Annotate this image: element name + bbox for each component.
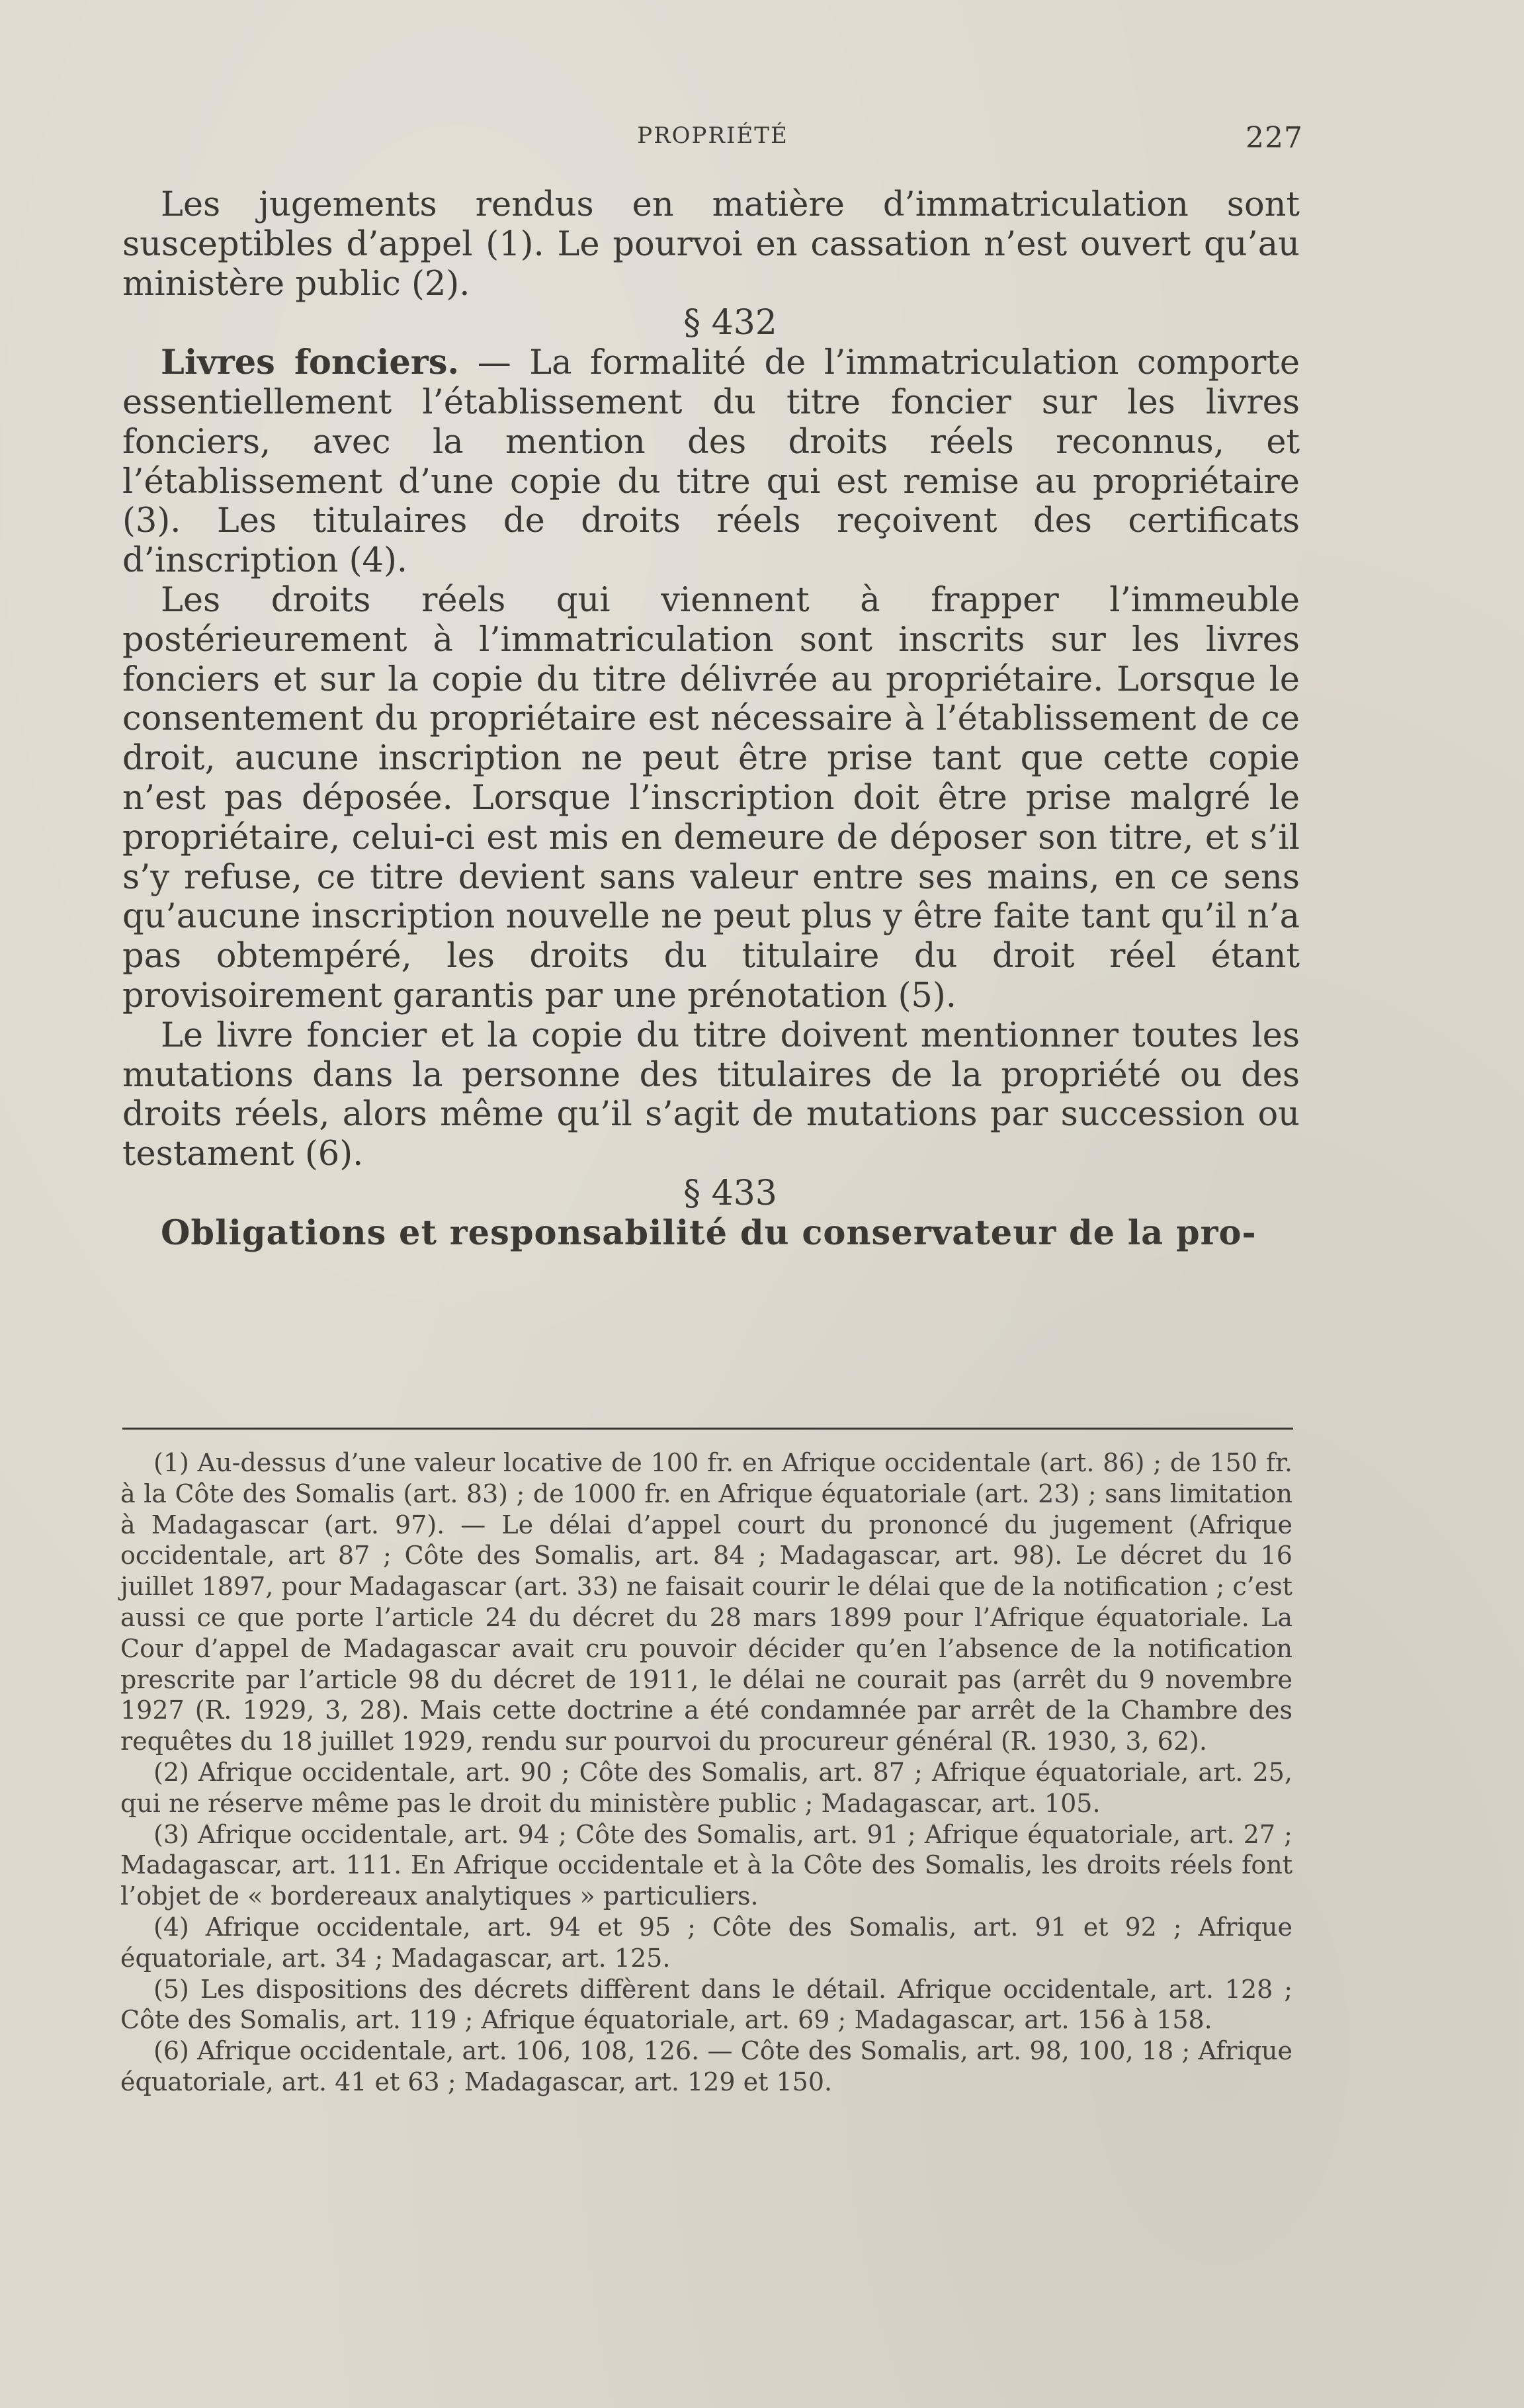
paragraph-mutations: Le livre foncier et la copie du titre doivent mentionner toutes les mutations dans la personne des titulaires de la propriété ou des droits réels, alors même qu’il s’agit de mutations par succession ou testament (6).	[122, 1015, 1300, 1174]
paragraph-livres-fonciers-text: — La formalité de l’immatriculation comporte essentiellement l’établissement du titre foncier sur les livres fonciers, avec la mention des droits réels reconnus, et l’établissement d’une copie du titre qui est remise au propriétaire (3). Les titulaires de droits réels reçoivent des certificats d’inscription (4).	[122, 343, 1300, 581]
footnote-3: (3) Afrique occidentale, art. 94 ; Côte des Somalis, art. 91 ; Afrique équatoriale, art. 27 ; Madagascar, art. 111. En Afrique occidentale et à la Côte des Somalis, les droits réels font l’objet de « bordereaux analytiques » particuliers.	[120, 1819, 1292, 1911]
page-header	[122, 122, 1303, 162]
footnote-4: (4) Afrique occidentale, art. 94 et 95 ; Côte des Somalis, art. 91 et 92 ; Afrique équatoriale, art. 34 ; Madagascar, art. 125.	[120, 1912, 1292, 1973]
run-in-heading-livres-fonciers: Livres fonciers.	[161, 343, 460, 383]
paragraph-appeal: Les jugements rendus en matière d’immatriculation sont susceptibles d’appel (1). Le pourvoi en cassation n’est ouvert qu’au ministère public (2).	[122, 185, 1300, 304]
section-433-heading: § 433	[683, 1173, 777, 1213]
section-432-heading: § 432	[683, 303, 777, 343]
footnotes	[120, 1447, 1292, 2098]
heading-obligations: Obligations et responsabilité du conservateur de la pro-	[161, 1213, 1257, 1253]
running-title: PROPRIÉTÉ	[637, 122, 788, 149]
footnote-separator	[122, 1428, 1293, 1430]
paragraph-droits-reels: Les droits réels qui viennent à frapper l’immeuble postérieurement à l’immatriculation sont inscrits sur les livres fonciers et sur la copie du titre délivrée au propriétaire. Lorsque le consentement du propriétaire est nécessaire à l’établissement de ce droit, aucune inscription ne peut être prise tant que cette copie n’est pas déposée. Lorsque l’inscription doit être prise malgré le propriétaire, celui-ci est mis en demeure de déposer son titre, et s’il s’y refuse, ce titre devient sans valeur entre ses mains, en ce sens qu’aucune inscription nouvelle ne peut plus y être faite tant qu’il n’a pas obtempéré, les droits du titulaire du droit réel étant provisoirement garantis par une prénotation (5).	[122, 580, 1300, 1015]
footnote-1: (1) Au-dessus d’une valeur locative de 100 fr. en Afrique occidentale (art. 86) ; de 150 fr. à la Côte des Somalis (art. 83) ; de 1000 fr. en Afrique équatoriale (art. 23) ; sans limitation à Madagascar (art. 97). — Le délai d’appel court du prononcé du jugement (Afrique occidentale, art 87 ; Côte des Somalis, art. 84 ; Madagascar, art. 98). Le décret du 16 juillet 1897, pour Madagascar (art. 33) ne faisait courir le délai que de la notification ; c’est aussi ce que porte l’article 24 du décret du 28 mars 1899 pour l’Afrique équatoriale. La Cour d’appel de Madagascar avait cru pouvoir décider qu’en l’absence de la notification prescrite par l’article 98 du décret de 1911, le délai ne courait pas (arrêt du 9 novembre 1927 (R. 1929, 3, 28). Mais cette doctrine a été condamnée par arrêt de la Chambre des requêtes du 18 juillet 1929, rendu sur pourvoi du procureur général (R. 1930, 3, 62).	[120, 1448, 1292, 1756]
page-number: 227	[1246, 121, 1303, 155]
footnote-2: (2) Afrique occidentale, art. 90 ; Côte des Somalis, art. 87 ; Afrique équatoriale, art. 25, qui ne réserve même pas le droit du ministère public ; Madagascar, art. 105.	[120, 1757, 1292, 1818]
paragraph-livres-fonciers	[122, 343, 1300, 581]
main-text	[122, 185, 1300, 1254]
footnote-6: (6) Afrique occidentale, art. 106, 108, 126. — Côte des Somalis, art. 98, 100, 18 ; Afrique équatoriale, art. 41 et 63 ; Madagascar, art. 129 et 150.	[120, 2036, 1292, 2096]
footnote-5: (5) Les dispositions des décrets diffèrent dans le détail. Afrique occidentale, art. 128 ; Côte des Somalis, art. 119 ; Afrique équatoriale, art. 69 ; Madagascar, art. 156 à 158.	[120, 1974, 1292, 2035]
